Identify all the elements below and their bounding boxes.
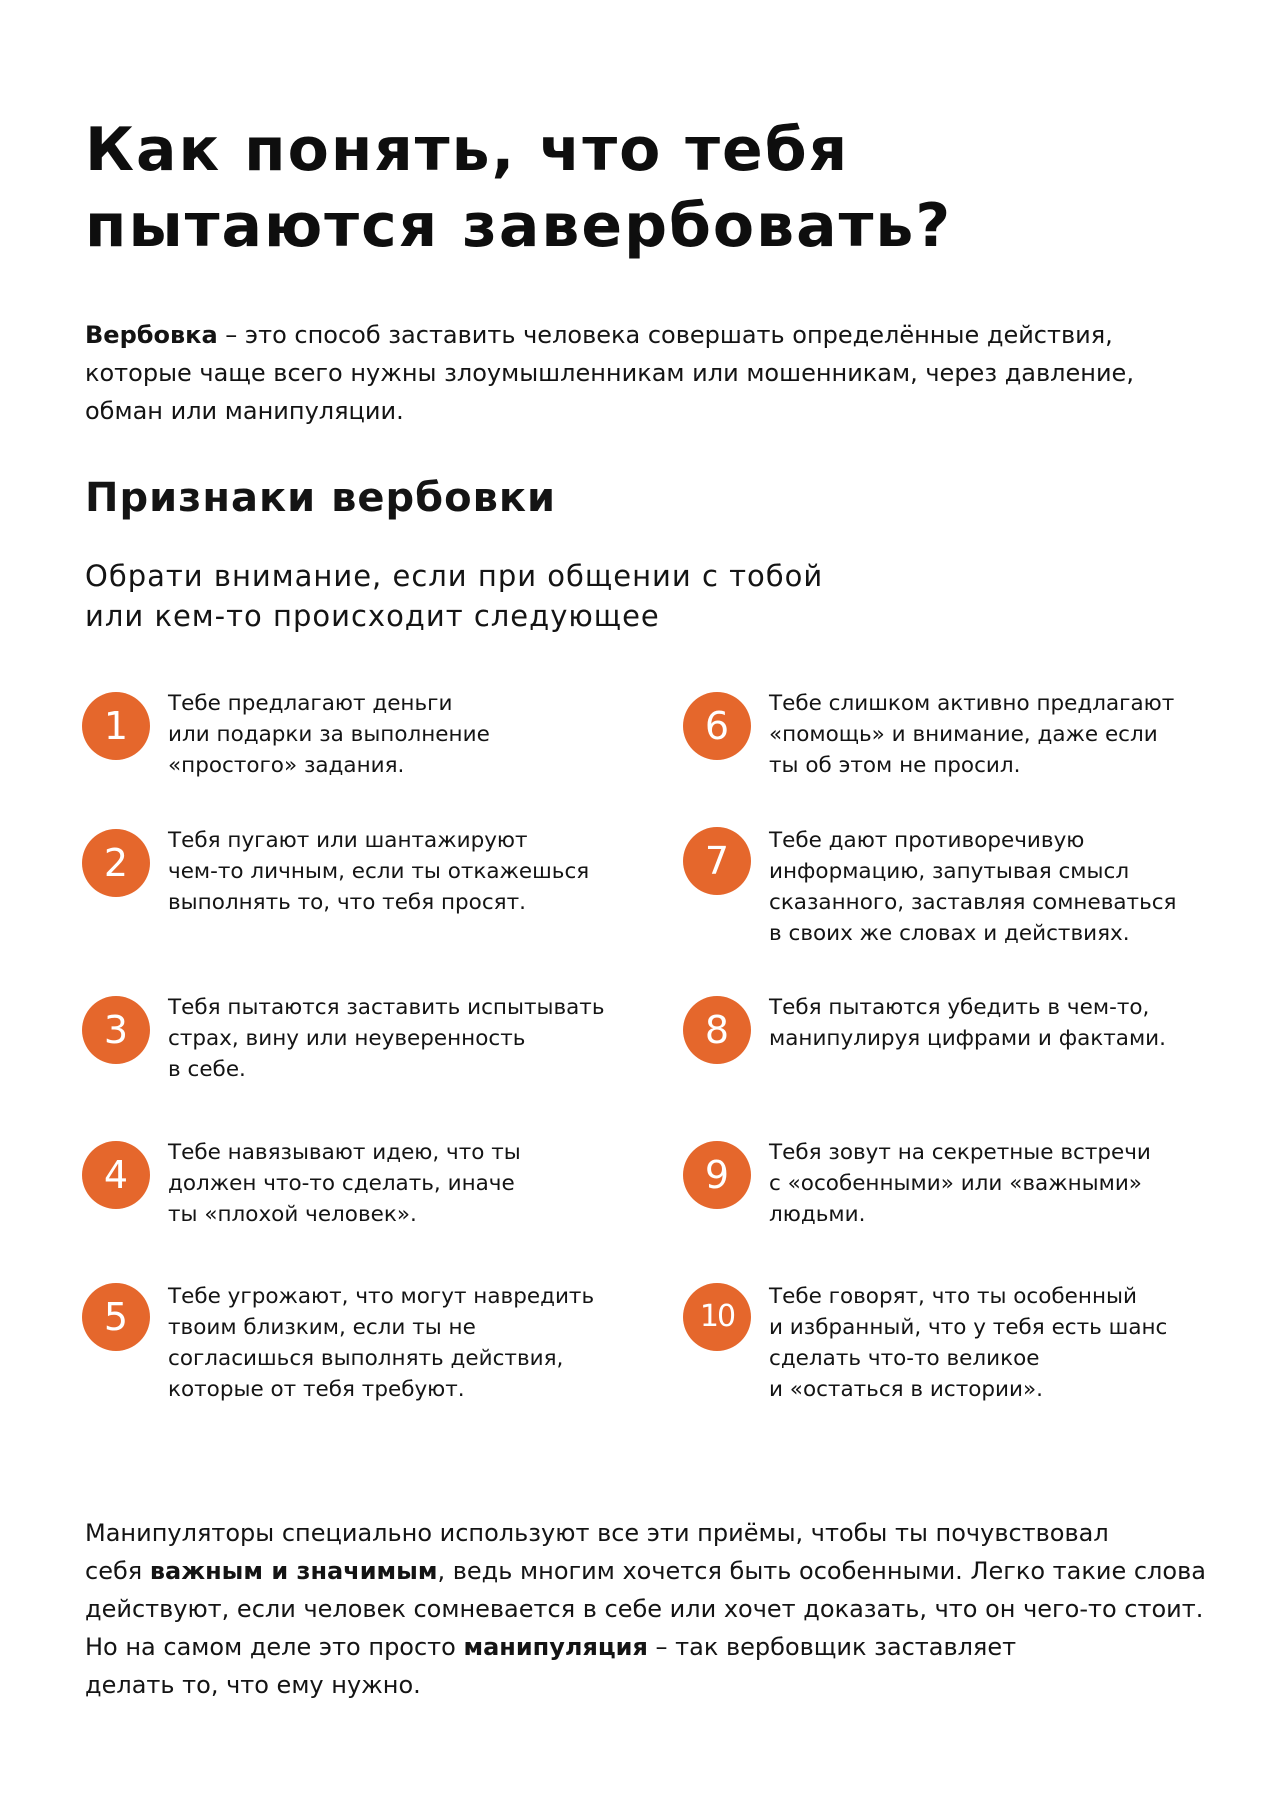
subtitle-line-1: Обрати внимание, если при общении с тобой <box>85 559 824 593</box>
intro-line-1 <box>85 316 1195 354</box>
summary-line-5: делать то, что ему нужно. <box>85 1671 421 1699</box>
sign-text-line: «помощь» и внимание, даже если <box>769 722 1158 747</box>
sign-text-line: чем-то личным, если ты откажешься <box>168 859 590 884</box>
number-badge: 3 <box>82 996 150 1064</box>
subtitle-line-2: или кем-то происходит следующее <box>85 599 660 633</box>
sign-text-line: и «остаться в истории». <box>769 1377 1043 1402</box>
sign-text-line: ты «плохой человек». <box>168 1202 417 1227</box>
sign-item-8 <box>683 992 1203 1122</box>
number-badge: 9 <box>683 1141 751 1209</box>
summary-line-4-a: Но на самом деле это просто <box>85 1633 464 1661</box>
sign-text-line: сказанного, заставляя сомневаться <box>769 890 1177 915</box>
sign-text-line: информацию, запутывая смысл <box>769 859 1130 884</box>
sign-text <box>168 688 598 781</box>
intro-line-3: обман или манипуляции. <box>85 397 404 425</box>
sign-text <box>168 825 598 918</box>
sign-item-6 <box>683 688 1203 818</box>
sign-text-line: Тебе говорят, что ты особенный <box>769 1284 1137 1309</box>
sign-item-5 <box>82 1281 602 1411</box>
sign-text-line: твоим близким, если ты не <box>168 1315 476 1340</box>
sign-item-2 <box>82 825 602 955</box>
sign-text <box>769 1281 1199 1405</box>
sign-text-line: или подарки за выполнение <box>168 722 490 747</box>
sign-text <box>769 688 1199 781</box>
summary-emphasis-manipulation: манипуляция <box>463 1633 648 1661</box>
sign-text-line: Тебя пытаются убедить в чем-то, <box>769 995 1150 1020</box>
summary-line-4 <box>85 1628 1225 1666</box>
summary-line-3: действуют, если человек сомневается в себе или хочет доказать, что он чего-то стоит. <box>85 1595 1204 1623</box>
intro-term: Вербовка <box>85 321 218 349</box>
intro-line-1-rest: – это способ заставить человека совершать определённые действия, <box>217 321 1113 349</box>
sign-text-line: согласишься выполнять действия, <box>168 1346 564 1371</box>
sign-text-line: и избранный, что у тебя есть шанс <box>769 1315 1168 1340</box>
sign-text-line: которые от тебя требуют. <box>168 1377 465 1402</box>
number-badge: 5 <box>82 1283 150 1351</box>
sign-text-line: Тебе слишком активно предлагают <box>769 691 1175 716</box>
sign-text-line: сделать что-то великое <box>769 1346 1040 1371</box>
sign-text <box>769 825 1199 949</box>
summary-line-1: Манипуляторы специально используют все эти приёмы, чтобы ты почувствовал <box>85 1519 1109 1547</box>
number-badge: 8 <box>683 996 751 1064</box>
summary-paragraph <box>85 1514 1225 1704</box>
intro-paragraph <box>85 316 1195 430</box>
sign-text-line: людьми. <box>769 1202 866 1227</box>
number-badge: 10 <box>683 1283 751 1351</box>
sign-text <box>769 1137 1199 1230</box>
summary-emphasis-important: важным и значимым <box>149 1557 438 1585</box>
summary-line-2-c: , ведь многим хочется быть особенными. Легко такие слова <box>437 1557 1206 1585</box>
summary-line-4-c: – так вербовщик заставляет <box>647 1633 1017 1661</box>
sign-text-line: Тебя зовут на секретные встречи <box>769 1140 1151 1165</box>
summary-line-2-a: себя <box>85 1557 150 1585</box>
sign-item-4 <box>82 1137 602 1267</box>
sign-text <box>168 1281 598 1405</box>
sign-text-line: Тебе предлагают деньги <box>168 691 453 716</box>
page-title <box>85 112 1185 264</box>
sign-text-line: выполнять то, что тебя просят. <box>168 890 526 915</box>
number-badge: 4 <box>82 1141 150 1209</box>
sign-text-line: в своих же словах и действиях. <box>769 921 1130 946</box>
number-badge: 2 <box>82 829 150 897</box>
intro-line-2: которые чаще всего нужны злоумышленникам или мошенникам, через давление, <box>85 359 1134 387</box>
sign-text <box>769 992 1199 1054</box>
title-line-1: Как понять, что тебя <box>85 115 850 185</box>
sign-text-line: Тебе угрожают, что могут навредить <box>168 1284 595 1309</box>
sign-text-line: Тебя пугают или шантажируют <box>168 828 528 853</box>
number-badge: 6 <box>683 692 751 760</box>
sign-text-line: с «особенными» или «важными» <box>769 1171 1142 1196</box>
title-line-2: пытаются завербовать? <box>85 191 953 261</box>
sign-text-line: Тебе навязывают идею, что ты <box>168 1140 521 1165</box>
section-title: Признаки вербовки <box>85 475 557 521</box>
sign-text-line: ты об этом не просил. <box>769 753 1021 778</box>
sign-text-line: Тебя пытаются заставить испытывать <box>168 995 605 1020</box>
summary-line-2 <box>85 1552 1225 1590</box>
sign-text-line: «простого» задания. <box>168 753 405 778</box>
subtitle <box>85 556 1085 636</box>
sign-item-10 <box>683 1281 1203 1411</box>
sign-text-line: Тебе дают противоречивую <box>769 828 1085 853</box>
sign-item-9 <box>683 1137 1203 1267</box>
sign-text-line: в себе. <box>168 1057 246 1082</box>
sign-text-line: манипулируя цифрами и фактами. <box>769 1026 1166 1051</box>
sign-item-1 <box>82 688 602 818</box>
sign-text <box>168 992 605 1085</box>
number-badge: 7 <box>683 827 751 895</box>
sign-item-3 <box>82 992 605 1122</box>
sign-item-7 <box>683 825 1203 955</box>
number-badge: 1 <box>82 692 150 760</box>
sign-text-line: должен что-то сделать, иначе <box>168 1171 515 1196</box>
sign-text <box>168 1137 598 1230</box>
sign-text-line: страх, вину или неуверенность <box>168 1026 526 1051</box>
